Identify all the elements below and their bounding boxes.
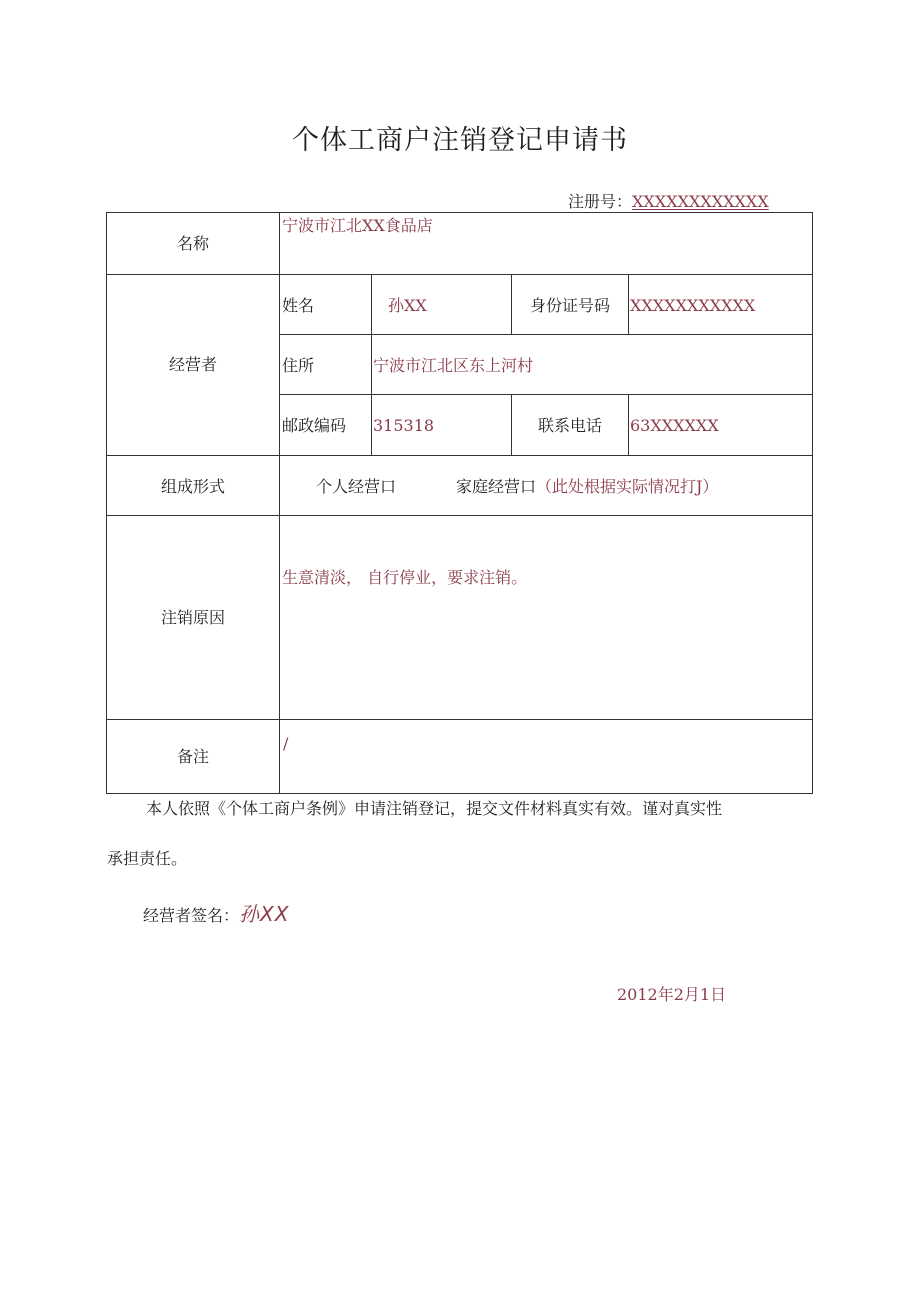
person-name-value: 孙XX <box>388 296 427 315</box>
signature-label: 经营者签名： <box>143 906 240 925</box>
composition-note: （此处根据实际情况打J） <box>536 477 719 496</box>
row-divider <box>106 515 813 516</box>
declaration-line-1: 本人依照《个体工商户条例》申请注销登记，提交文件材料真实有效。谨对真实性 <box>146 799 723 818</box>
person-name-label: 姓名 <box>282 296 315 315</box>
id-number-label: 身份证号码 <box>529 296 610 315</box>
column-divider <box>628 394 629 455</box>
reason-label: 注销原因 <box>160 608 225 627</box>
registration-number-label: 注册号： <box>568 192 633 211</box>
row-divider <box>106 274 813 275</box>
phone-value: 63XXXXXX <box>630 416 719 435</box>
application-date: 2012年2月1日 <box>617 985 727 1004</box>
column-divider <box>371 274 372 334</box>
operator-label: 经营者 <box>168 355 217 374</box>
address-value: 宁波市江北区东上河村 <box>373 356 534 375</box>
phone-label: 联系电话 <box>537 416 602 435</box>
composition-label: 组成形式 <box>160 477 225 496</box>
postcode-label: 邮政编码 <box>282 416 347 435</box>
option-individual-checkbox[interactable]: 个人经营口 <box>316 477 397 496</box>
option-family-checkbox[interactable]: 家庭经营口 <box>456 477 537 496</box>
name-label: 名称 <box>176 234 209 253</box>
row-divider <box>106 719 813 720</box>
column-divider <box>628 274 629 334</box>
document-title: 个体工商户注销登记申请书 <box>292 125 628 156</box>
row-divider <box>280 334 813 335</box>
address-label: 住所 <box>282 356 315 375</box>
remark-value: / <box>283 734 289 753</box>
reason-value: 生意清淡， 自行停业，要求注销。 <box>282 568 528 587</box>
signature-row <box>143 898 289 927</box>
name-value: 宁波市江北XX食品店 <box>282 216 433 235</box>
column-divider <box>279 212 280 794</box>
postcode-value: 315318 <box>373 416 435 435</box>
registration-number <box>568 189 769 212</box>
row-divider <box>106 455 813 456</box>
remark-label: 备注 <box>176 747 209 766</box>
row-divider <box>280 394 813 395</box>
column-divider <box>371 394 372 455</box>
column-divider <box>371 334 372 394</box>
signature-value: 孙XX <box>239 902 290 926</box>
composition-family <box>456 477 718 497</box>
id-number-value: XXXXXXXXXXX <box>630 296 756 315</box>
registration-number-value: XXXXXXXXXXXX <box>632 192 769 211</box>
declaration-line-2: 承担责任。 <box>107 849 188 868</box>
